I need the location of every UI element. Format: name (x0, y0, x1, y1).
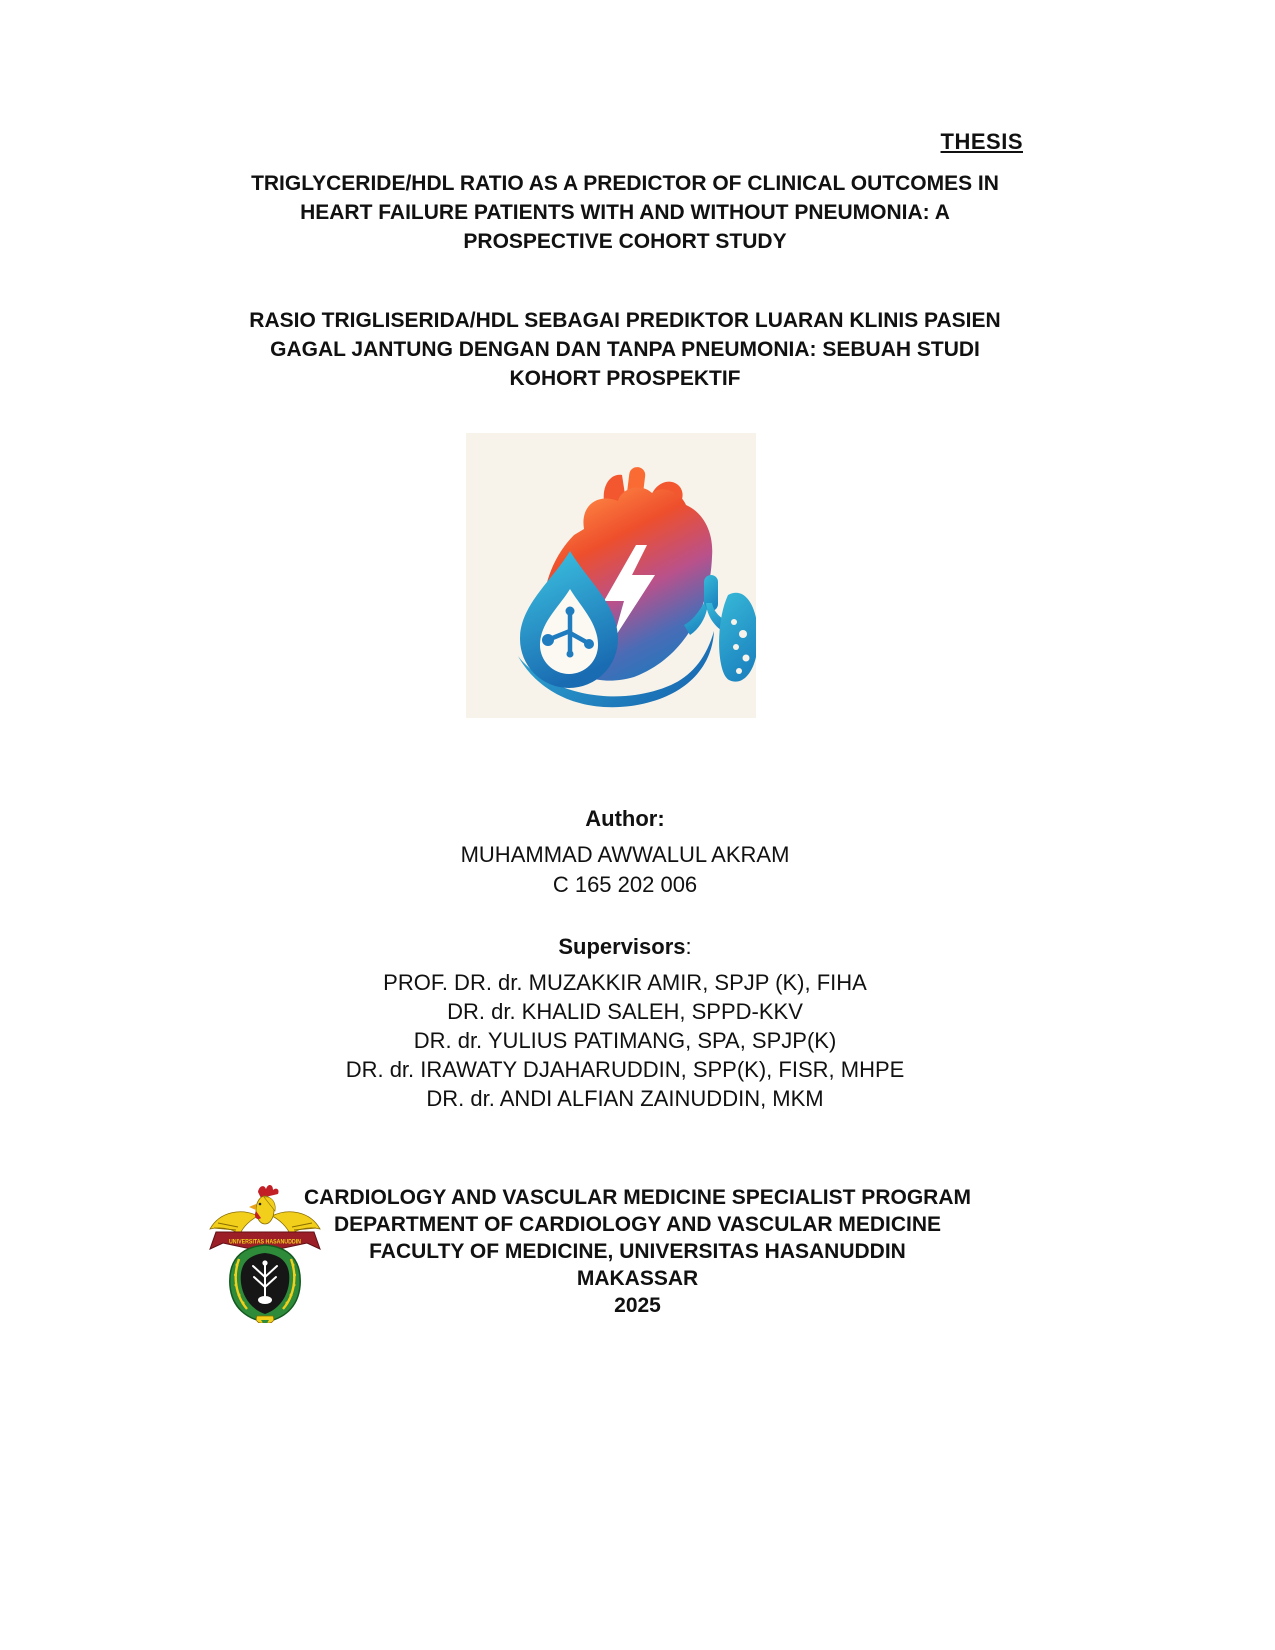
author-heading: Author: (585, 806, 665, 831)
title-indonesian (150, 306, 1100, 393)
author-student-id: C 165 202 006 (552, 872, 698, 897)
title-english-line: TRIGLYCERIDE/HDL RATIO AS A PREDICTOR OF CLINICAL OUTCOMES IN (251, 172, 999, 195)
title-indonesian-line: KOHORT PROSPEKTIF (509, 367, 741, 390)
supervisor-name: DR. dr. KHALID SALEH, SPPD-KKV (447, 999, 803, 1024)
supervisors-heading (150, 932, 1100, 961)
institution-year: 2025 (614, 1294, 661, 1317)
supervisor-name: DR. dr. YULIUS PATIMANG, SPA, SPJP(K) (413, 1028, 837, 1053)
supervisors-heading-word: Supervisors (558, 934, 686, 959)
author-name: MUHAMMAD AWWALUL AKRAM (460, 842, 790, 867)
institution-line: FACULTY OF MEDICINE, UNIVERSITAS HASANUDDIN (369, 1240, 906, 1263)
author-block (150, 840, 1100, 900)
supervisor-name: DR. dr. ANDI ALFIAN ZAINUDDIN, MKM (426, 1086, 824, 1111)
seal-ribbon-text: UNIVERSITAS HASANUDDIN (229, 1239, 301, 1246)
title-indonesian-line: RASIO TRIGLISERIDA/HDL SEBAGAI PREDIKTOR LUARAN KLINIS PASIEN (249, 309, 1001, 332)
title-english (150, 169, 1100, 256)
institution-city: MAKASSAR (576, 1267, 699, 1290)
supervisors-list (150, 968, 1100, 1113)
title-indonesian-line: GAGAL JANTUNG DENGAN DAN TANPA PNEUMONIA: SEBUAH STUDI (270, 338, 980, 361)
institution-line: CARDIOLOGY AND VASCULAR MEDICINE SPECIALIST PROGRAM (304, 1186, 971, 1209)
supervisor-name: DR. dr. IRAWATY DJAHARUDDIN, SPP(K), FISR, MHPE (345, 1057, 905, 1082)
supervisor-name: PROF. DR. dr. MUZAKKIR AMIR, SPJP (K), FIHA (383, 970, 867, 995)
title-english-line: PROSPECTIVE COHORT STUDY (463, 230, 787, 253)
supervisors-heading-colon: : (685, 934, 692, 959)
institution-line: DEPARTMENT OF CARDIOLOGY AND VASCULAR MEDICINE (333, 1213, 942, 1236)
cover-illustration (466, 433, 756, 718)
thesis-label: THESIS (940, 129, 1023, 154)
title-english-line: HEART FAILURE PATIENTS WITH AND WITHOUT PNEUMONIA: A (300, 201, 950, 224)
institution-block (150, 1184, 1125, 1319)
